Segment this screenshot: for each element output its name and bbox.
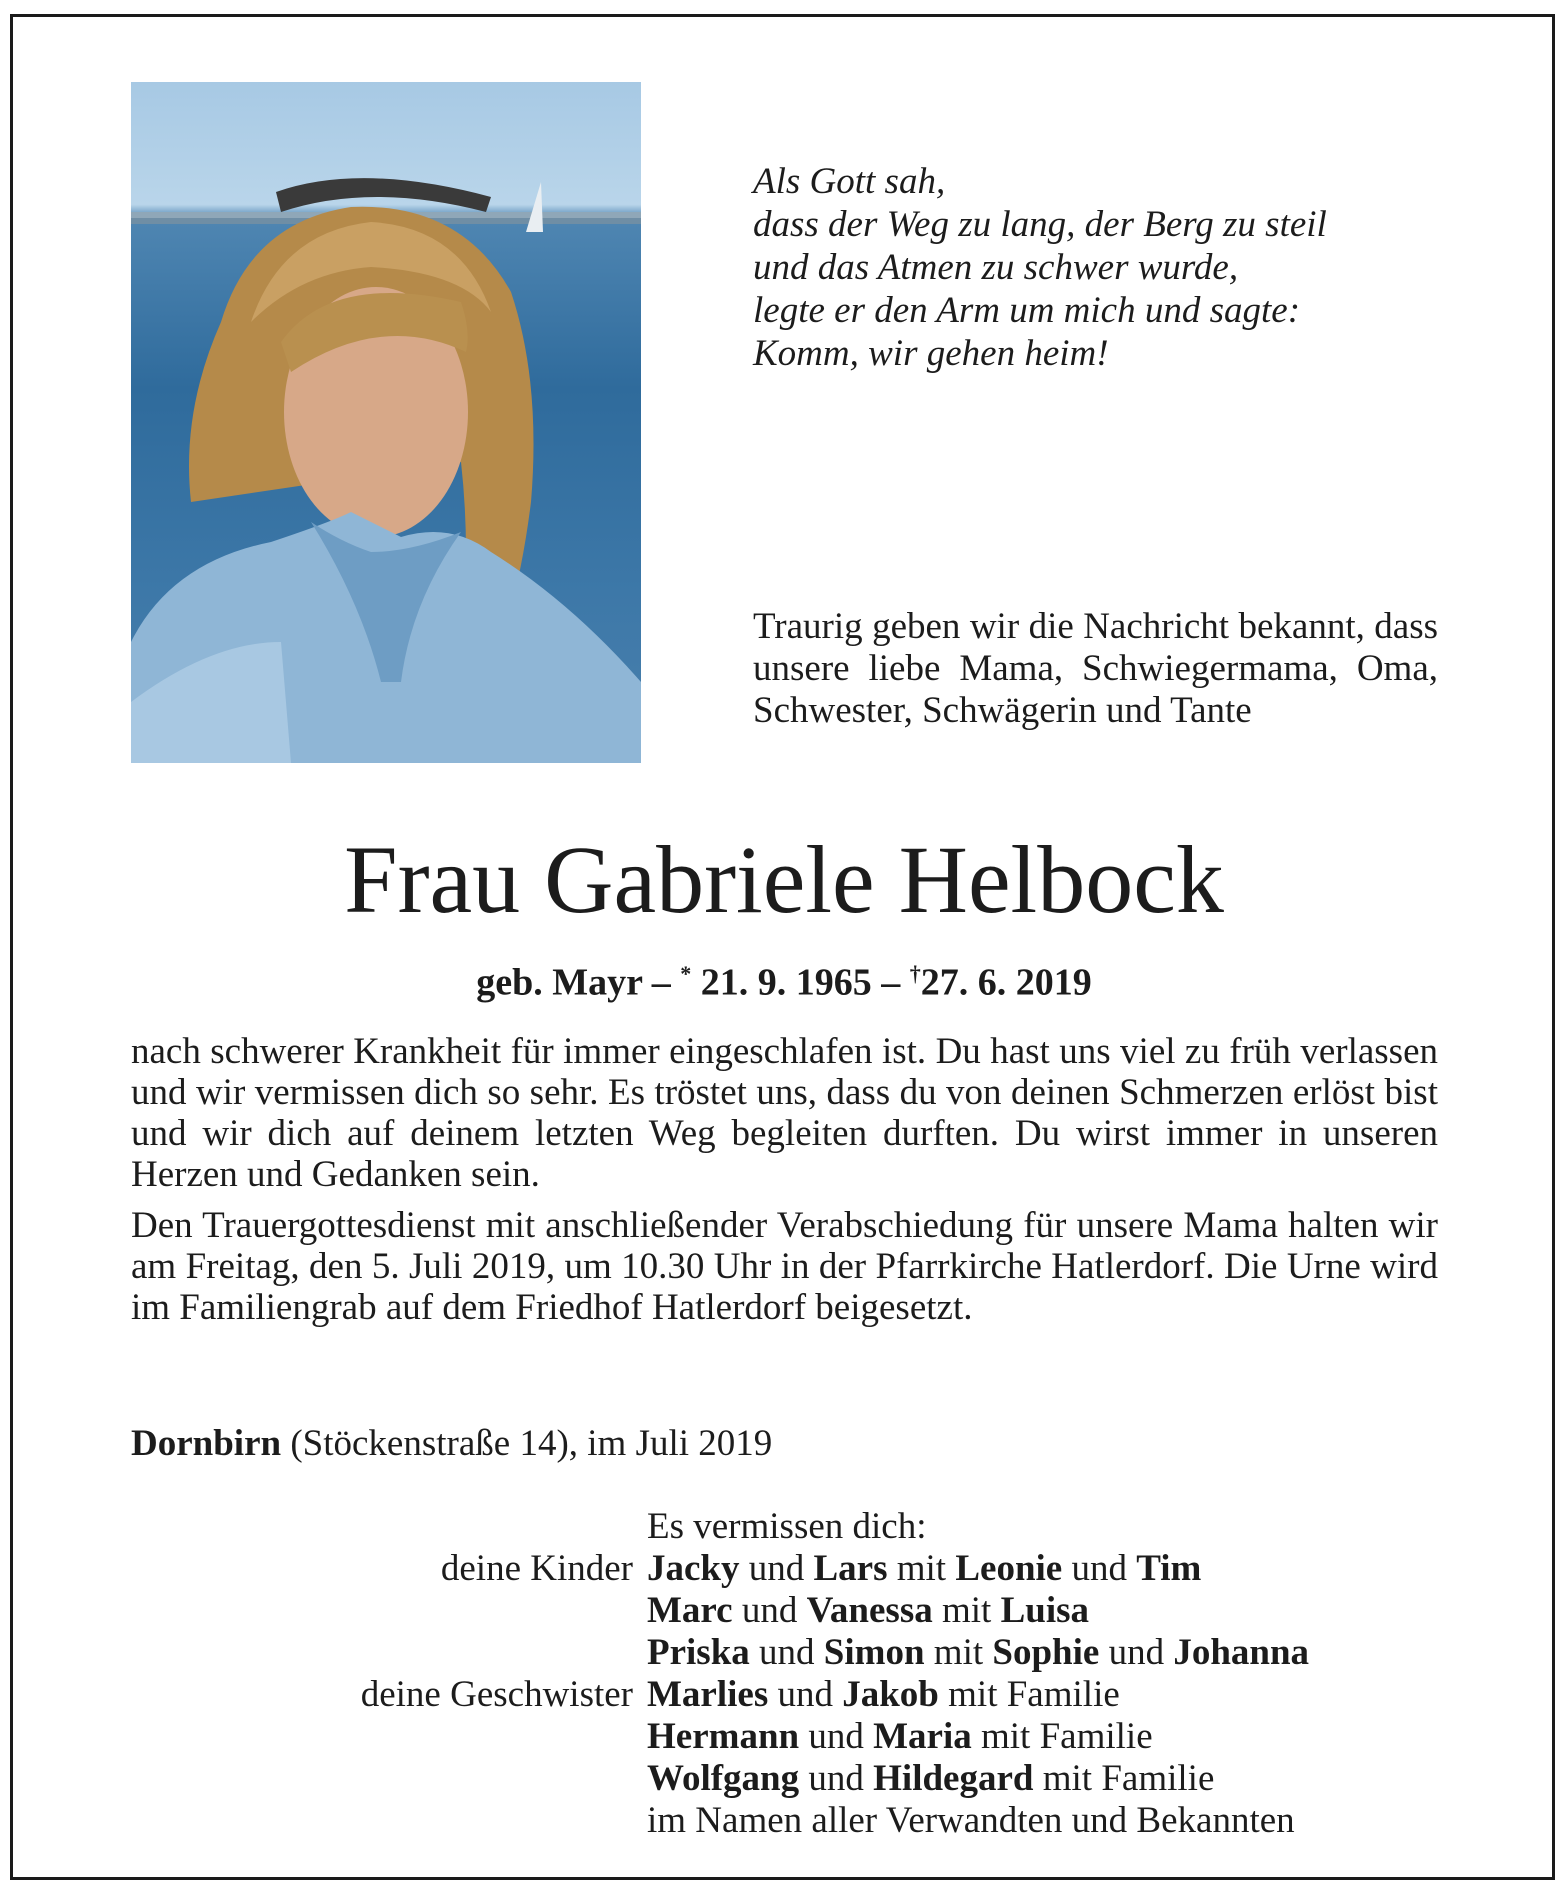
mourner-name: Priska [647,1632,750,1673]
mourner-name: Luisa [1000,1590,1090,1631]
body-paragraph: nach schwerer Krankheit für immer eingeschlafen ist. Du hast uns viel zu früh verlassen und wir vermissen dich so sehr. Es tröstet uns, dass du von deinen Schmerzen erlöst bist und wir dich auf deinem letzten Weg begleiten durften. Du wirst immer in unseren Herzen und Gedanken sein. [131,1031,1438,1195]
connector: mit [980,1716,1031,1757]
geschwister-label: deine Geschwister [360,1674,633,1715]
announcement-intro: Traurig geben wir die Nachricht bekannt, dass unsere liebe Mama, Schwiegermama, Oma, Schwester, Schwägerin und Tante [753,606,1438,731]
portrait-illustration [131,82,641,763]
life-dates [0,952,1568,1005]
connector: Familie [1006,1674,1120,1715]
connector: mit [948,1674,998,1715]
mourner-name: Hildegard [873,1758,1034,1799]
connector: Familie [1101,1758,1215,1799]
poem-line: Komm, wir gehen heim! [753,333,1109,374]
connector: und [808,1716,864,1757]
connector: und [1071,1548,1127,1589]
connector: und [741,1590,798,1631]
mourner-line [647,1632,1309,1674]
death-date: 27. 6. 2019 [920,961,1092,1004]
connector: mit [1042,1758,1093,1799]
city: Dornbirn [131,1423,282,1464]
dash-separator: – [881,961,901,1004]
birth-name: geb. Mayr [476,961,643,1004]
mourner-name: Leonie [955,1548,1063,1589]
connector: und [808,1758,864,1799]
connector: und [777,1674,833,1715]
body-paragraph: Den Trauergottesdienst mit anschließender Verabschiedung für unsere Mama halten wir am Freitag, den 5. Juli 2019, um 10.30 Uhr in der Pfarrkirche Hatlerdorf. Die Urne wird im Familiengrab auf dem Friedhof Hatlerdorf beigesetzt. [131,1205,1438,1328]
mourner-line [647,1674,1120,1716]
mourner-name: Vanessa [806,1590,933,1631]
connector: und [748,1548,805,1589]
mourner-name: Tim [1136,1548,1202,1589]
poem-line: dass der Weg zu lang, der Berg zu steil [753,204,1327,245]
body-text [131,1031,1438,1338]
connector: Familie [1039,1716,1153,1757]
poem-line: legte er den Arm um mich und sagte: [753,290,1301,331]
deceased-name: Frau Gabriele Helbock [344,826,1224,933]
mourner-line [647,1758,1214,1800]
poem-line: und das Atmen zu schwer wurde, [753,247,1239,288]
mourners-heading: Es vermissen dich: [647,1506,927,1547]
mourner-name: Sophie [992,1632,1100,1673]
mourner-line [647,1716,1153,1758]
mourner-name: Marc [647,1590,733,1631]
poem [753,160,1327,375]
connector: und [759,1632,815,1673]
birth-symbol: * [680,961,692,986]
connector: mit [933,1632,984,1673]
mourner-name: Maria [873,1716,972,1757]
connector: mit [896,1548,947,1589]
death-symbol: † [909,961,921,986]
poem-line: Als Gott sah, [753,161,946,202]
closing-line: im Namen aller Verwandten und Bekannten [647,1800,1295,1841]
mourner-name: Johanna [1173,1632,1310,1673]
mourner-name: Jakob [842,1674,939,1715]
mourner-name: Jacky [647,1548,740,1589]
dash-separator: – [651,961,671,1004]
mourner-line [647,1590,1089,1632]
mourner-name: Marlies [647,1674,769,1715]
place-date [131,1423,772,1465]
connector: mit [941,1590,992,1631]
birth-date: 21. 9. 1965 [700,961,872,1004]
connector: und [1108,1632,1165,1673]
mourner-name: Hermann [647,1716,800,1757]
mourner-name: Lars [813,1548,888,1589]
mourner-name: Simon [823,1632,925,1673]
mourner-line [647,1548,1201,1590]
kinder-label: deine Kinder [440,1548,633,1589]
portrait-photo [131,82,641,763]
mourner-name: Wolfgang [647,1758,800,1799]
address-date: (Stöckenstraße 14), im Juli 2019 [281,1423,773,1464]
